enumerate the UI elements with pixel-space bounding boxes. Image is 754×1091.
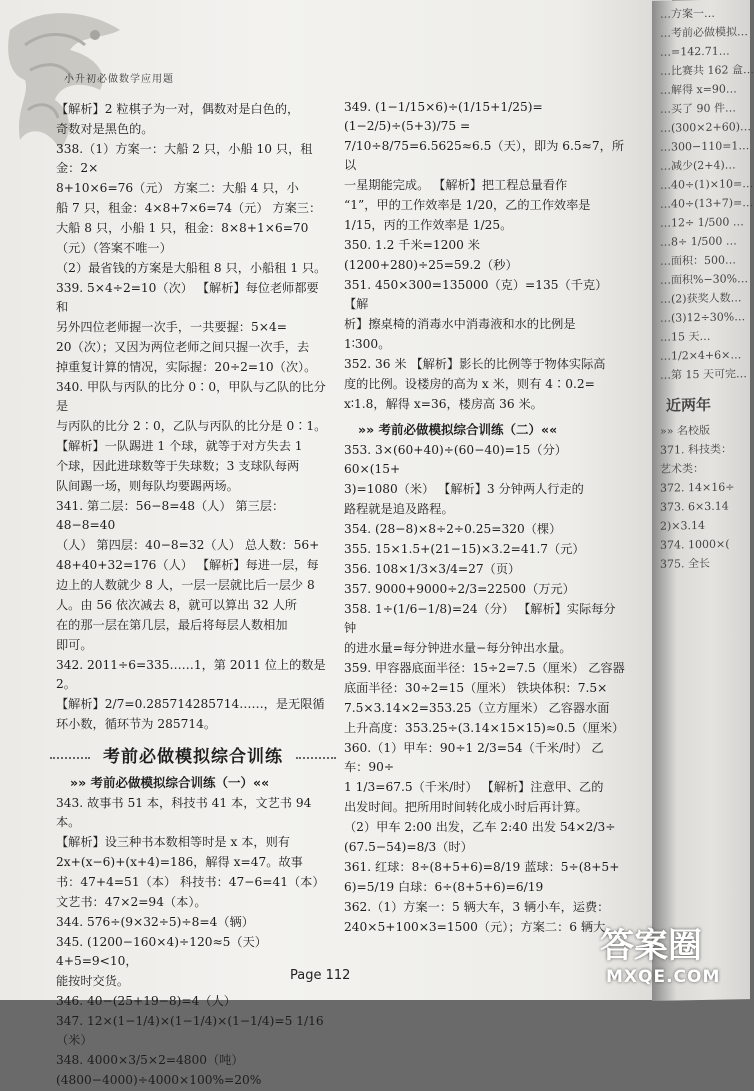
text-line: 348. 4000×3/5×2=4800（吨）: [56, 1053, 244, 1067]
text-line: 即可。: [56, 638, 93, 652]
text-line: （2）甲车 2:00 出发，乙车 2:40 出发 54×2/3÷: [344, 820, 616, 834]
text-line: 358. 1÷(1/6−1/8)=24（分） 【解析】实际每分钟: [344, 602, 616, 635]
text-line: 7/10÷8/75=6.5625≈6.5（天），即为 6.5≈7，所以: [344, 139, 625, 172]
text-line: 240×5+100×3=1500（元）；方案二：6 辆大: [344, 920, 606, 934]
next-page-line: 372. 14×16÷: [660, 480, 735, 495]
text-line: 7.5×3.14×2=353.25（立方厘米） 乙容器水面: [344, 701, 610, 715]
text-line: 上升高度：353.25÷(3.14×15×15)≈0.5（厘米）: [344, 721, 625, 735]
next-page-line: …方案一…: [660, 6, 715, 21]
text-line: 文艺书：47×2=94（本）。: [56, 895, 207, 909]
text-line: 361. 红球：8÷(8+5+6)=8/19 蓝球：5÷(8+5+: [344, 860, 620, 874]
answers-349-352: [344, 98, 626, 414]
text-line: 在的那一层在第几层，最后将每层人数相加: [56, 618, 288, 632]
answers-353-362: [344, 441, 626, 937]
text-line: 349. (1−1/15×6)÷(1/15+1/25)=(1−2/5)÷(5+3)/75 =: [344, 100, 543, 133]
watermark-logo: [600, 918, 720, 987]
subsection-title-one: »» 考前必做模拟综合训练（一）««: [70, 775, 270, 790]
next-page-line: …(300×2+60)…: [660, 120, 752, 135]
text-line: 与丙队的比分 2∶0，乙队与丙队的比分是 0∶1。: [56, 419, 327, 433]
next-page-line: …40÷(13+7)=…: [660, 196, 754, 211]
text-line: （人） 第四层：40−8=32（人） 总人数：56+: [56, 538, 320, 552]
text-line: 20（次）；又因为两位老师之间只握一次手，去: [56, 340, 310, 354]
text-line: 8+10×6=76（元） 方案二：大船 4 只，小: [56, 181, 299, 195]
text-line: 48+40+32=176（人） 【解析】每进一层，每: [56, 558, 319, 572]
text-line: 344. 576÷(9×32÷5)÷8=4（辆）: [56, 915, 254, 929]
next-page-line: 373. 6×3.14: [660, 499, 729, 514]
text-line: x∶1.8，解得 x=36，楼房高 36 米。: [344, 397, 543, 411]
text-line: 一星期能完成。 【解析】把工程总量看作: [344, 178, 568, 192]
text-line: 1∶300。: [344, 337, 391, 351]
next-page-line: 371. 科技类：: [660, 442, 732, 457]
next-page-line: …=142.71…: [660, 44, 730, 59]
text-line: 另外四位老师握一次手，一共要握：5×4=: [56, 320, 287, 334]
text-line: 1/15，丙的工作效率是 1/25。: [344, 218, 513, 232]
text-line: 【解析】一队踢进 1 个球，就等于对方失去 1: [56, 439, 303, 453]
text-line: 书：47+4=51（本） 科技书：47−6=41（本）: [56, 875, 325, 889]
text-line: 底面半径：30÷2=15（厘米） 铁块体积：7.5×: [344, 681, 608, 695]
text-line: 352. 36 米 【解析】影长的比例等于物体实际高: [344, 357, 606, 371]
text-line: 362.（1）方案一：5 辆大车，3 辆小车，运费：: [344, 900, 610, 914]
text-line: 路程就是追及路程。: [344, 502, 454, 516]
next-page-line: …买了 90 件…: [660, 101, 736, 116]
text-line: (4800−4000)÷4000×100%=20%: [56, 1073, 262, 1087]
text-line: 353. 3×(60+40)÷(60−40)=15（分） 60×(15+: [344, 443, 567, 476]
next-page-line: …面积：500…: [660, 253, 736, 268]
next-page-line: …40÷(1)×10=…: [660, 177, 754, 192]
next-page-line: 艺术类：: [660, 461, 704, 476]
next-page-line: …15 天…: [660, 329, 711, 344]
next-page-line: …12÷ 1/500 …: [660, 215, 744, 230]
text-line: 357. 9000+9000÷2/3=22500（万元）: [344, 582, 575, 596]
subsection-title-two: »» 考前必做模拟综合训练（二）««: [358, 422, 558, 437]
text-line: 大船 8 只，小船 1 只，租金：8×8+1×6=70: [56, 221, 309, 235]
next-page-edge: [652, 0, 754, 1001]
text-line: 个球，因此进球数等于失球数；3 支球队每两: [56, 459, 300, 473]
next-page-line: …比赛共 162 盒…: [660, 63, 754, 78]
text-line: 析】擦桌椅的消毒水中消毒液和水的比例是: [344, 317, 576, 331]
text-line: 奇数对是黑色的。: [56, 122, 154, 136]
text-line: 边上的人数就少 8 人，一层一层就比后一层少 8: [56, 578, 315, 592]
text-line: 360.（1）甲车：90÷1 2/3=54（千米/时） 乙车：90÷: [344, 741, 604, 774]
next-page-text: [652, 3, 754, 385]
text-line: 343. 故事书 51 本，科技书 41 本，文艺书 94 本。: [56, 796, 312, 829]
next-page-line: …8÷ 1/500 …: [660, 234, 737, 249]
next-page-line: …减少(2+4)…: [660, 158, 736, 173]
next-page-line: …(2)获奖人数…: [660, 291, 742, 306]
text-line: 338.（1）方案一：大船 2 只，小船 10 只，租金：2×: [56, 142, 313, 175]
text-line: 出发时间。把所用时间转化成小时后再计算。: [344, 800, 588, 814]
section-title: 考前必做模拟综合训练: [56, 748, 330, 767]
text-line: 354. (28−8)×8÷2÷0.25=320（棵）: [344, 522, 562, 536]
page-header: 小升初必做数学应用题: [64, 74, 174, 85]
next-page-line: …解得 x=90…: [660, 82, 737, 97]
text-line: 船 7 只，租金：4×8+7×6=74（元） 方案三：: [56, 201, 322, 215]
text-line: 能按时交货。: [56, 974, 130, 988]
text-line: 356. 108×1/3×3/4=27（页）: [344, 562, 521, 576]
text-line: 339. 5×4÷2=10（次） 【解析】每位老师都要和: [56, 281, 319, 314]
text-line: “1”，甲的工作效率是 1/20，乙的工作效率是: [344, 198, 591, 212]
text-line: 的进水量=每分钟进水量−每分钟出水量。: [344, 641, 572, 655]
next-page-line: …面积%−30%…: [660, 272, 749, 287]
text-line: 359. 甲容器底面半径：15÷2=7.5（厘米） 乙容器: [344, 661, 625, 675]
text-line: （2）最省钱的方案是大船租 8 只，小船租 1 只。: [56, 261, 327, 275]
text-line: 【解析】2/7=0.285714285714……，是无限循: [56, 697, 325, 711]
text-line: 掉重复计算的情况，实际握：20÷2=10（次）。: [56, 360, 317, 374]
next-page-line: 374. 1000×(: [660, 537, 730, 552]
text-line: 346. 40−(25+19−8)=4（人）: [56, 994, 236, 1008]
text-line: （元）（答案不唯一）: [56, 241, 172, 255]
text-line: 度的比例。设楼房的高为 x 米，则有 4∶0.2=: [344, 377, 595, 391]
text-line: 1 1/3=67.5（千米/时） 【解析】注意甲、乙的: [344, 780, 604, 794]
text-line: 341. 第二层：56−8=48（人） 第三层：48−8=40: [56, 499, 285, 532]
watermark-bottom: MXQE.COM: [606, 967, 721, 987]
text-line: 3)=1080（米） 【解析】3 分钟两人行走的: [344, 482, 584, 496]
text-line: 【解析】2 粒棋子为一对，偶数对是白色的，: [56, 102, 300, 116]
text-line: (1200+280)÷25=59.2（秒）: [344, 258, 518, 272]
text-line: 355. 15×1.5+(21−15)×3.2=41.7（元）: [344, 542, 585, 556]
next-page-line: …300−110=1…: [660, 139, 750, 154]
text-line: 347. 12×(1−1/4)×(1−1/4)×(1−1/4)=5 1/16（米）: [56, 1014, 324, 1047]
next-page-line: 2)×3.14: [660, 518, 705, 533]
text-line: 350. 1.2 千米=1200 米: [344, 238, 480, 252]
right-column: [344, 98, 626, 938]
text-line: 人。由 56 依次减去 8，就可以算出 32 人所: [56, 598, 297, 612]
next-page-heading: 近两年: [666, 395, 712, 415]
answers-343-348: [56, 794, 330, 1090]
watermark-top: 答案圈: [600, 926, 702, 966]
text-line: (67.5−54)=8/3（时）: [344, 840, 473, 854]
answers-338-342: [56, 100, 330, 734]
left-column: [56, 100, 330, 1091]
next-page-line: …(3)12÷30%…: [660, 310, 746, 325]
next-page-text-lower: [652, 420, 750, 574]
next-page-line: …1/2×4+6×…: [660, 348, 742, 363]
text-line: 351. 450×300=135000（克）=135（千克） 【解: [344, 278, 608, 311]
text-line: 【解析】设三种书本数相等时是 x 本，则有: [56, 835, 290, 849]
text-line: 6)=5/19 白球：6÷(8+5+6)=6/19: [344, 880, 544, 894]
text-line: 环小数，循环节为 285714。: [56, 717, 217, 731]
text-line: 340. 甲队与丙队的比分 0∶0，甲队与乙队的比分是: [56, 380, 326, 413]
next-page-line: …考前必做模拟…: [660, 25, 748, 40]
page-number: Page 112: [290, 968, 351, 983]
text-line: 2x+(x−6)+(x+4)=186，解得 x=47。故事: [56, 855, 303, 869]
text-line: 345. (1200−160×4)÷120≈5（天） 4+5=9<10，: [56, 935, 267, 968]
next-page-line: 375. 全长: [660, 556, 710, 571]
text-line: 队间踢一场，则每队均要踢两场。: [56, 479, 239, 493]
text-line: 342. 2011÷6=335……1，第 2011 位上的数是 2。: [56, 658, 326, 691]
next-page-line: »» 名校版: [660, 423, 710, 438]
next-page-line: …第 15 天可完…: [660, 367, 747, 382]
